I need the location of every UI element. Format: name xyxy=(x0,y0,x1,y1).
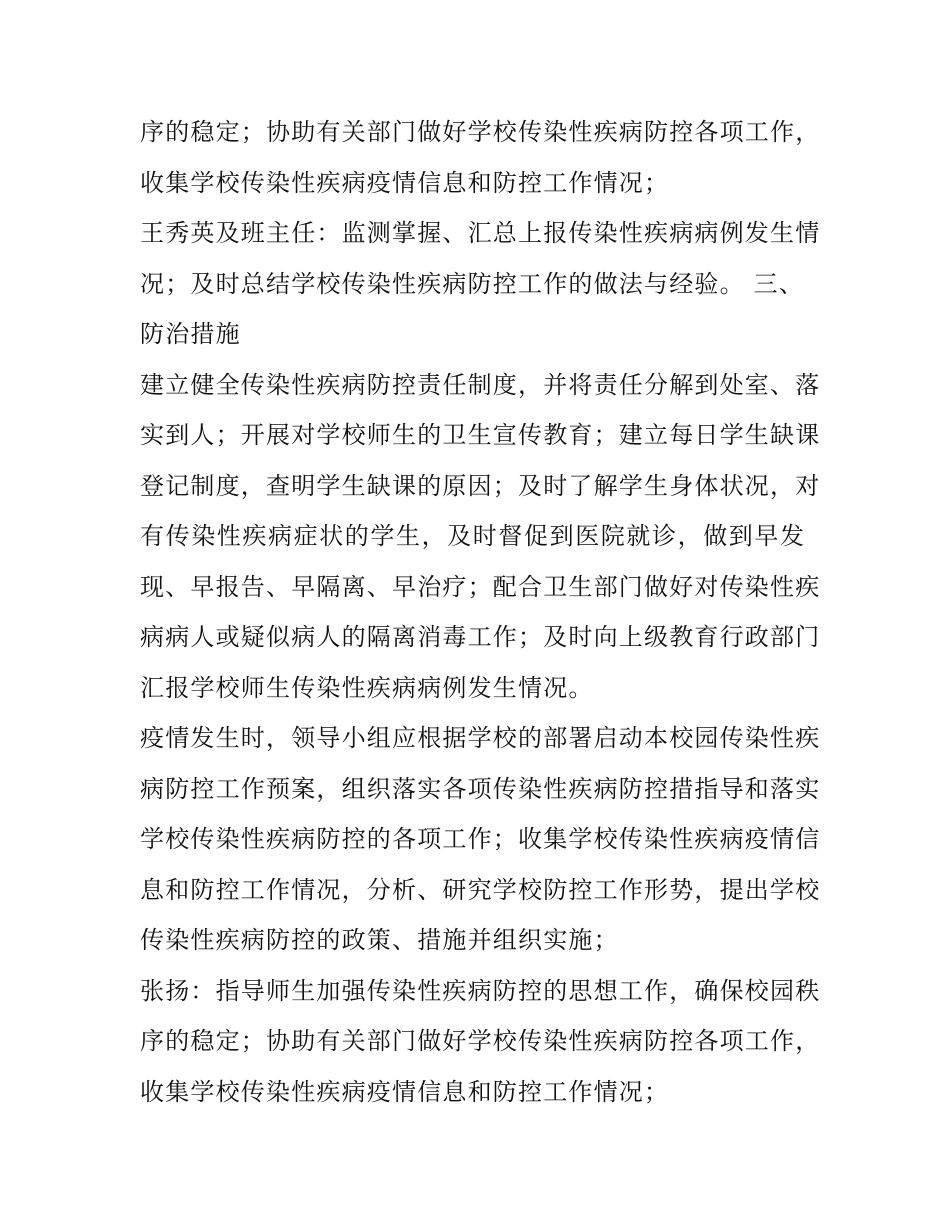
text-line: 登记制度，查明学生缺课的原因；及时了解学生身体状况，对 xyxy=(140,471,821,500)
text-line: 病防控工作预案，组织落实各项传染性疾病防控措指导和落实 xyxy=(140,774,821,803)
text-line: 收集学校传染性疾病疫情信息和防控工作情况； xyxy=(140,168,670,197)
text-line: 现、早报告、早隔离、早治疗；配合卫生部门做好对传染性疾 xyxy=(140,572,821,601)
text-line: 实到人；开展对学校师生的卫生宣传教育；建立每日学生缺课 xyxy=(140,421,821,449)
text-line: 收集学校传染性疾病疫情信息和防控工作情况； xyxy=(140,1077,670,1106)
text-line: 传染性疾病防控的政策、措施并组织实施； xyxy=(140,926,619,954)
document-body xyxy=(140,107,820,1117)
text-line: 病病人或疑似病人的隔离消毒工作；及时向上级教育行政部门 xyxy=(140,623,821,651)
text-line: 王秀英及班主任：监测掌握、汇总上报传染性疾病病例发生情 xyxy=(140,219,821,247)
text-line: 序的稳定；协助有关部门做好学校传染性疾病防控各项工作， xyxy=(140,118,821,146)
text-line: 建立健全传染性疾病防控责任制度，并将责任分解到处室、落 xyxy=(140,370,821,399)
text-line: 学校传染性疾病防控的各项工作；收集学校传染性疾病疫情信 xyxy=(140,825,821,853)
section-heading-line: 防治措施 xyxy=(140,320,241,348)
text-line: 序的稳定；协助有关部门做好学校传染性疾病防控各项工作， xyxy=(140,1027,821,1055)
text-line: 有传染性疾病症状的学生，及时督促到医院就诊，做到早发 xyxy=(140,522,806,550)
text-line: 张扬：指导师生加强传染性疾病防控的思想工作，确保校园秩 xyxy=(140,976,821,1005)
text-line: 况；及时总结学校传染性疾病防控工作的做法与经验。 三、 xyxy=(140,269,805,298)
text-line: 疫情发生时，领导小组应根据学校的部署启动本校园传染性疾 xyxy=(140,724,821,752)
text-line: 息和防控工作情况，分析、研究学校防控工作形势，提出学校 xyxy=(140,875,821,904)
text-line: 汇报学校师生传染性疾病病例发生情况。 xyxy=(140,673,594,702)
